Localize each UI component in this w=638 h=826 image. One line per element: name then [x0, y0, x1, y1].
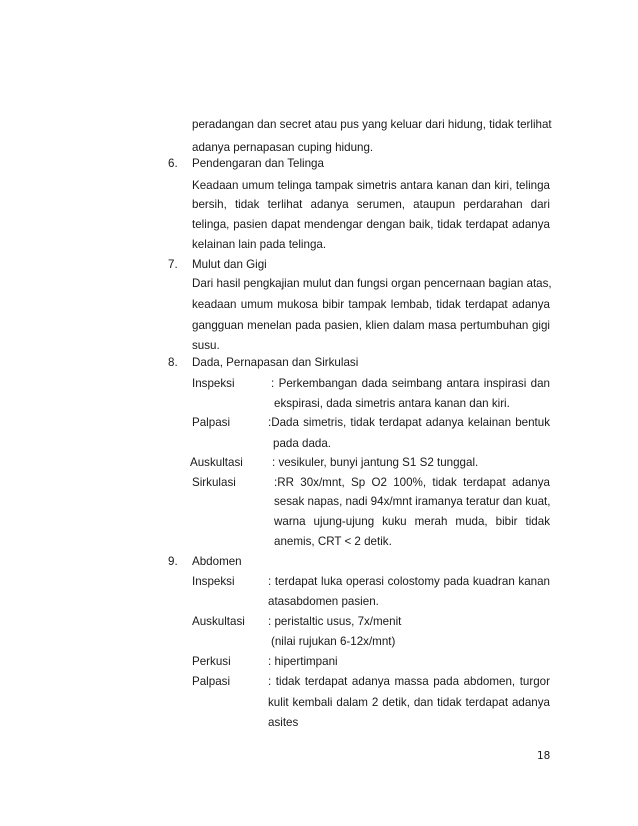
section-7-title: Mulut dan Gigi: [192, 258, 267, 271]
section-8-sirkulasi-line-3: warna ujung-ujung kuku merah muda, bibir tidak: [274, 515, 550, 528]
section-9-inspeksi-label: Inspeksi: [192, 575, 235, 588]
section-7-line-1: Dari hasil pengkajian mulut dan fungsi organ pencernaan bagian atas,: [192, 277, 552, 290]
section-9-palpasi-label: Palpasi: [192, 675, 231, 688]
section-8-number: 8.: [168, 356, 178, 369]
section-9-auskultasi-label: Auskultasi: [192, 615, 245, 628]
section-9-palpasi-line-3: asites: [268, 716, 299, 729]
section-8-palpasi-line-1: :Dada simetris, tidak terdapat adanya kelainan bentuk: [268, 416, 550, 429]
section-9-auskultasi-line-2: (nilai rujukan 6-12x/mnt): [271, 635, 396, 648]
section-6-line-2: bersih, tidak terlihat adanya serumen, ataupun perdarahan dari: [192, 198, 550, 211]
section-8-title: Dada, Pernapasan dan Sirkulasi: [192, 356, 359, 369]
section-9-title: Abdomen: [192, 555, 242, 568]
section-8-auskultasi-line-1: : vesikuler, bunyi jantung S1 S2 tunggal.: [272, 456, 479, 469]
section-7-line-2: keadaan umum mukosa bibir tampak lembab, tidak terdapat adanya: [192, 298, 550, 311]
section-6-title: Pendengaran dan Telinga: [192, 157, 324, 170]
section-6-line-3: telinga, pasien dapat mendengar dengan baik, tidak terdapat adanya: [192, 218, 550, 231]
section-9-palpasi-line-2: kulit kembali dalam 2 detik, dan tidak terdapat adanya: [268, 696, 550, 709]
section-7-number: 7.: [168, 258, 178, 271]
page-number: 18: [537, 750, 551, 762]
section-8-sirkulasi-line-1: :RR 30x/mnt, Sp O2 100%, tidak terdapat adanya: [274, 476, 550, 489]
section-9-number: 9.: [168, 555, 178, 568]
section-9-perkusi-line-1: : hipertimpani: [268, 655, 338, 668]
section-6-line-4: kelainan lain pada telinga.: [192, 238, 327, 251]
section-8-inspeksi-line-1: : Perkembangan dada seimbang antara inspirasi dan: [271, 377, 550, 390]
section-8-sirkulasi-line-2: sesak napas, nadi 94x/mnt iramanya teratur dan kuat,: [274, 495, 551, 508]
section-7-line-3: gangguan menelan pada pasien, klien dalam masa pertumbuhan gigi: [192, 319, 550, 332]
section-6-line-1: Keadaan umum telinga tampak simetris antara kanan dan kiri, telinga: [192, 179, 550, 192]
section-9-inspeksi-line-2: atasabdomen pasien.: [268, 595, 379, 608]
section-9-inspeksi-line-1: : terdapat luka operasi colostomy pada kuadran kanan: [268, 575, 550, 588]
section-6-number: 6.: [168, 157, 178, 170]
section-9-auskultasi-line-1: : peristaltic usus, 7x/menit: [268, 615, 402, 628]
section-9-perkusi-label: Perkusi: [192, 655, 231, 668]
section-8-inspeksi-line-2: ekspirasi, dada simetris antara kanan dan kiri.: [274, 397, 510, 410]
section-7-line-4: susu.: [192, 339, 220, 352]
section-9-palpasi-line-1: : tidak terdapat adanya massa pada abdomen, turgor: [268, 675, 550, 688]
intro-line-1: peradangan dan secret atau pus yang keluar dari hidung, tidak terlihat: [192, 118, 552, 131]
section-8-auskultasi-label: Auskultasi: [190, 456, 243, 469]
section-8-palpasi-line-2: pada dada.: [273, 437, 332, 450]
section-8-sirkulasi-line-4: anemis, CRT < 2 detik.: [274, 535, 392, 548]
intro-line-2: adanya pernapasan cuping hidung.: [192, 141, 374, 154]
section-8-inspeksi-label: Inspeksi: [192, 377, 235, 390]
section-8-sirkulasi-label: Sirkulasi: [192, 476, 236, 489]
section-8-palpasi-label: Palpasi: [192, 416, 231, 429]
